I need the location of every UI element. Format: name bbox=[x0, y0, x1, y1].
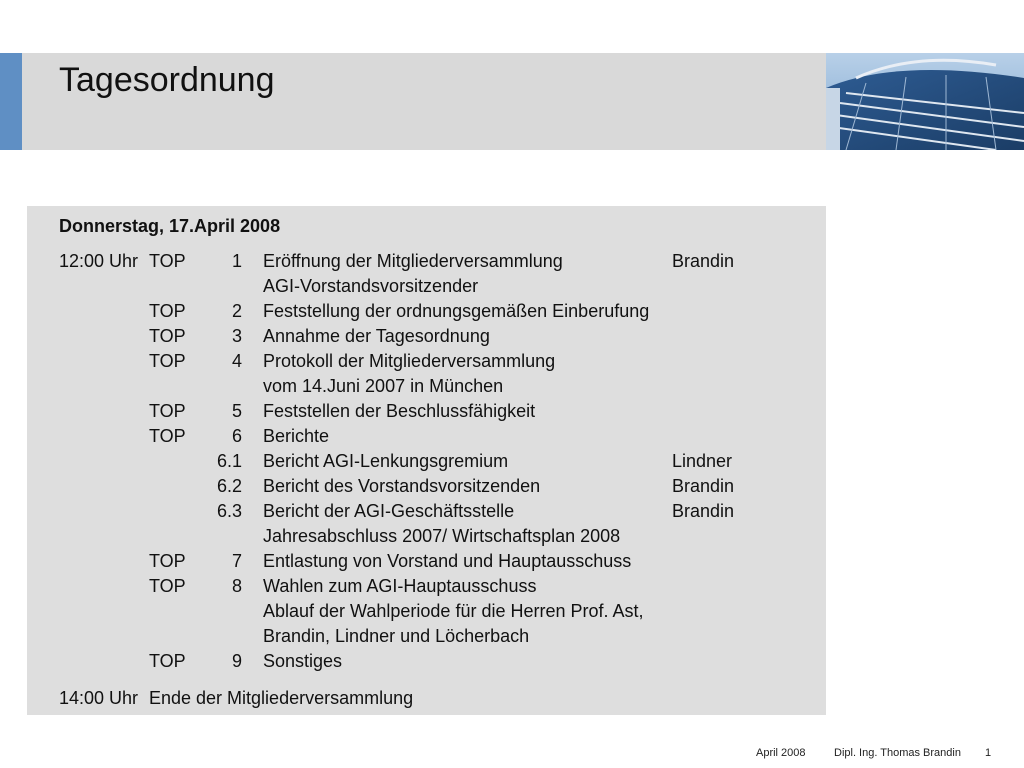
building-photo-graphic bbox=[826, 53, 1024, 150]
page-title: Tagesordnung bbox=[59, 61, 275, 99]
agenda-item-text: Bericht der AGI-Geschäftsstelle bbox=[263, 501, 515, 521]
agenda-item-number: 6 bbox=[231, 426, 242, 446]
agenda-item-speaker: Lindner bbox=[672, 451, 733, 471]
agenda-item-text: Jahresabschluss 2007/ Wirtschaftsplan 2008 bbox=[263, 526, 621, 546]
agenda-item-speaker: Brandin bbox=[672, 251, 735, 271]
agenda-item-text: Berichte bbox=[263, 426, 330, 446]
agenda-item-number: 9 bbox=[231, 651, 242, 671]
agenda-item-number: 6.2 bbox=[216, 476, 242, 496]
agenda-top-label: TOP bbox=[149, 351, 186, 371]
agenda-item-text: Bericht des Vorstandsvorsitzenden bbox=[263, 476, 541, 496]
agenda-top-label: TOP bbox=[149, 326, 186, 346]
agenda-item-text: Feststellen der Beschlussfähigkeit bbox=[263, 401, 536, 421]
agenda-item-text: Entlastung von Vorstand und Hauptausschuss bbox=[263, 551, 632, 571]
footer-author: Dipl. Ing. Thomas Brandin bbox=[834, 747, 961, 759]
header-accent-bar bbox=[0, 53, 22, 150]
end-time: 14:00 Uhr bbox=[59, 688, 139, 708]
agenda-item-number: 6.1 bbox=[216, 451, 242, 471]
agenda-item-text: Brandin, Lindner und Löcherbach bbox=[263, 626, 530, 646]
building-photo bbox=[826, 53, 1024, 150]
agenda-item-text: Feststellung der ordnungsgemäßen Einberufung bbox=[263, 301, 650, 321]
agenda-item-text: Sonstiges bbox=[263, 651, 343, 671]
agenda-top-label: TOP bbox=[149, 651, 186, 671]
agenda-item-text: AGI-Vorstandsvorsitzender bbox=[263, 276, 479, 296]
agenda-top-label: TOP bbox=[149, 251, 186, 271]
agenda-top-label: TOP bbox=[149, 426, 186, 446]
agenda-item-text: Bericht AGI-Lenkungsgremium bbox=[263, 451, 509, 471]
end-text: Ende der Mitgliederversammlung bbox=[149, 688, 414, 708]
agenda-item-number: 5 bbox=[231, 401, 242, 421]
agenda-item-text: Ablauf der Wahlperiode für die Herren Prof. Ast, bbox=[263, 601, 644, 621]
agenda-item-number: 7 bbox=[231, 551, 242, 571]
agenda-item-number: 4 bbox=[231, 351, 242, 371]
footer-page-number: 1 bbox=[985, 747, 992, 759]
agenda-item-number: 3 bbox=[231, 326, 242, 346]
agenda-item-text: Eröffnung der Mitgliederversammlung bbox=[263, 251, 563, 271]
agenda-top-label: TOP bbox=[149, 551, 186, 571]
footer-date: April 2008 bbox=[756, 747, 806, 759]
agenda-date-heading: Donnerstag, 17.April 2008 bbox=[59, 216, 281, 236]
agenda-item-text: Protokoll der Mitgliederversammlung bbox=[263, 351, 556, 371]
agenda-top-label: TOP bbox=[149, 576, 186, 596]
agenda-item-text: vom 14.Juni 2007 in München bbox=[263, 376, 504, 396]
agenda-item-speaker: Brandin bbox=[672, 501, 735, 521]
agenda-top-label: TOP bbox=[149, 401, 186, 421]
agenda-item-number: 6.3 bbox=[216, 501, 242, 521]
agenda-top-label: TOP bbox=[149, 301, 186, 321]
agenda-item-speaker: Brandin bbox=[672, 476, 735, 496]
agenda-item-number: 1 bbox=[231, 251, 242, 271]
agenda-item-text: Annahme der Tagesordnung bbox=[263, 326, 490, 346]
agenda-item-text: Wahlen zum AGI-Hauptausschuss bbox=[263, 576, 537, 596]
agenda-item-number: 2 bbox=[231, 301, 242, 321]
agenda-item-number: 8 bbox=[231, 576, 242, 596]
start-time: 12:00 Uhr bbox=[59, 251, 139, 271]
